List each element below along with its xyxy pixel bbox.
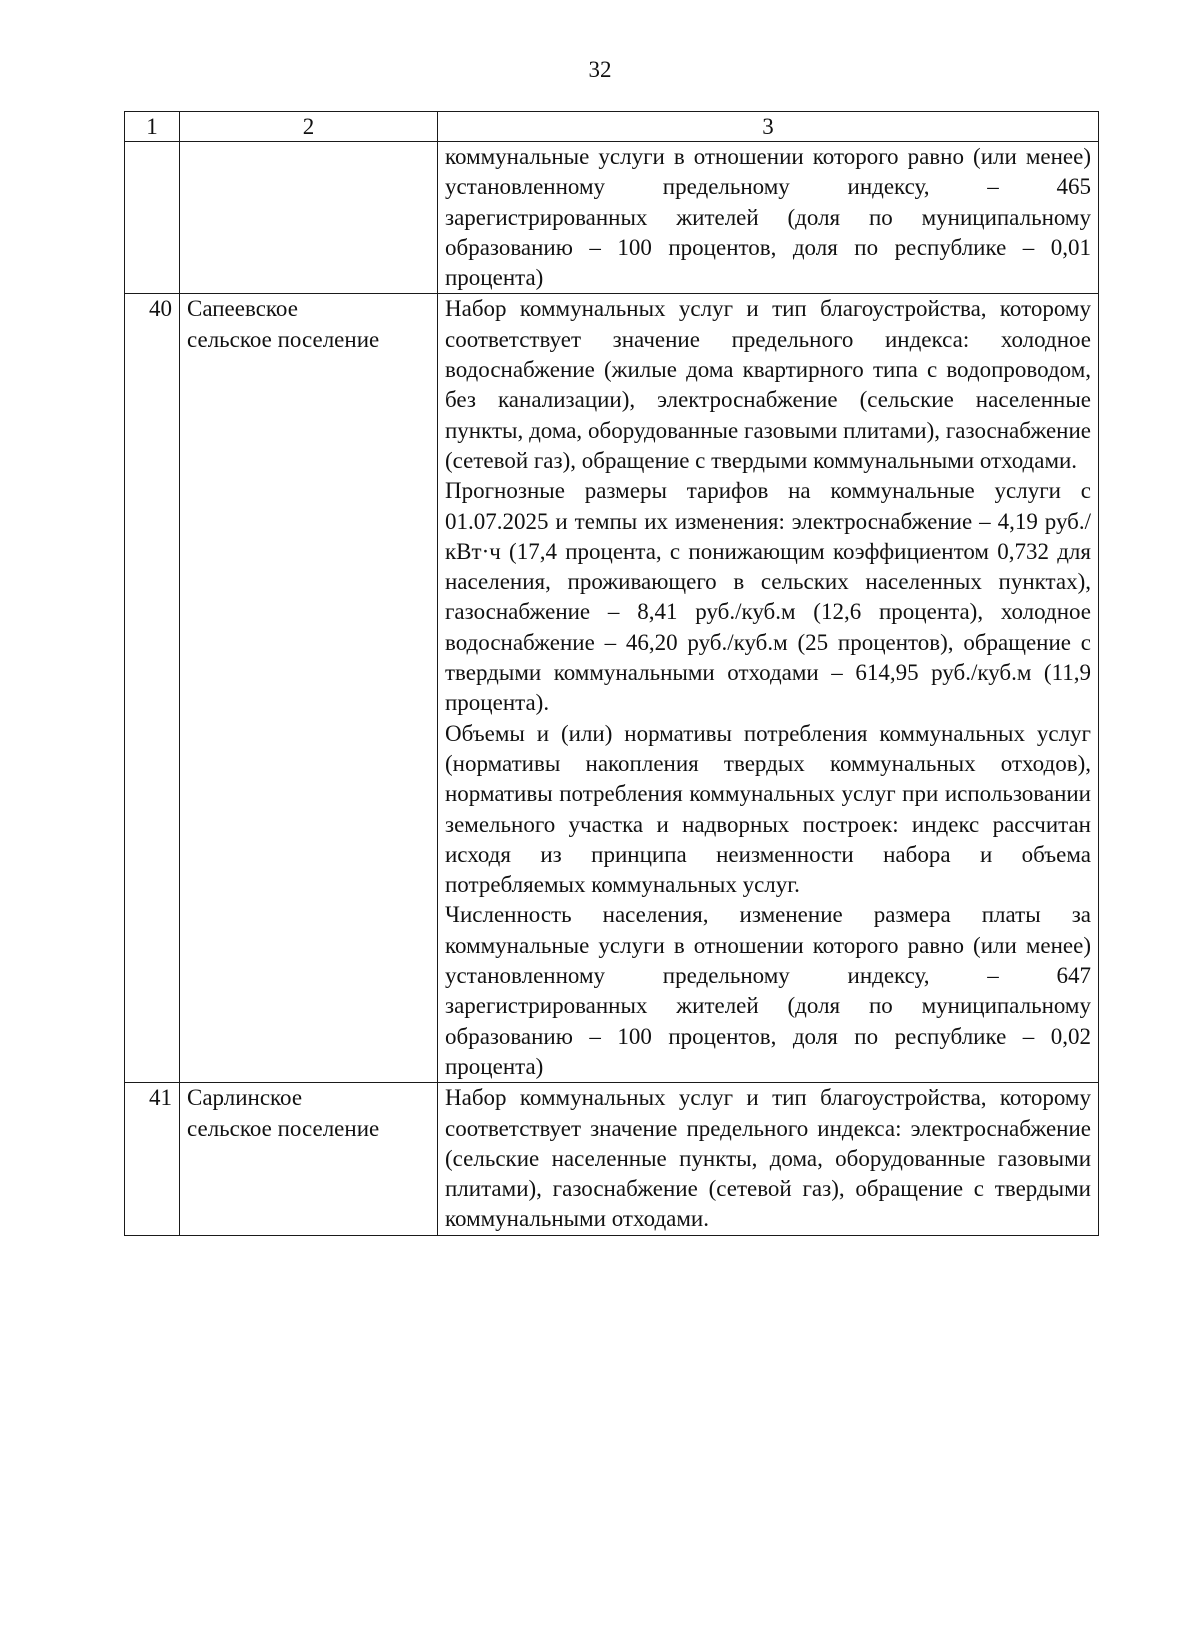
description-cell: [438, 294, 1099, 1083]
settlement-name-cell: [180, 142, 438, 294]
column-header-3: 3: [438, 112, 1099, 142]
column-header-1: 1: [125, 112, 180, 142]
table-row-40: [125, 294, 1099, 1083]
description-cell: [438, 142, 1099, 294]
row-number-cell: 41: [125, 1083, 180, 1235]
row-number-cell: [125, 142, 180, 294]
settlement-name: Сарлинское: [187, 1085, 303, 1111]
settlement-name-cell: [180, 294, 438, 1083]
tariff-table: [124, 111, 1099, 1236]
description-paragraph: Объемы и (или) нормативы потребления коммунальных услуг (нормативы накопления твердых коммунальных отходов), нормативы потребления коммунальных услуг при использовании земельного участка и надворных построек: индекс рассчитан исходя из принципа неизменности набора и объема потребляемых коммунальных услуг.: [445, 720, 1091, 898]
table-row-41: [125, 1083, 1099, 1235]
page-number: 32: [588, 57, 612, 82]
column-header-2: 2: [180, 112, 438, 142]
row-number-cell: 40: [125, 294, 180, 1083]
description-paragraph: коммунальные услуги в отношении которого равно (или менее) установленному предельному индексу, – 465 зарегистрированных жителей (доля по муниципальному образованию – 100 процентов, доля по республике – 0,01 процента): [445, 144, 1091, 291]
settlement-name-cell: [180, 1083, 438, 1235]
settlement-type: сельское поселение: [187, 1115, 380, 1141]
description-paragraph: Прогнозные размеры тарифов на коммунальные услуги с 01.07.2025 и темпы их изменения: электроснабжение – 4,19 руб./кВт·ч (17,4 процента, с понижающим коэффициентом 0,732 для населения, проживающего в сельских населенных пунктах), газоснабжение – 8,41 руб./куб.м (12,6 процента), холодное водоснабжение – 46,20 руб./куб.м (25 процентов), обращение с твердыми коммунальными отходами – 614,95 руб./куб.м (11,9 процента).: [445, 478, 1091, 716]
description-paragraph: Численность населения, изменение размера платы за коммунальные услуги в отношении которого равно (или менее) установленному предельному индексу, – 647 зарегистрированных жителей (доля по муниципальному образованию – 100 процентов, доля по республике – 0,02 процента): [445, 902, 1091, 1079]
settlement-type: сельское поселение: [187, 326, 380, 352]
description-paragraph: Набор коммунальных услуг и тип благоустройства, которому соответствует значение предельного индекса: электроснабжение (сельские населенные пункты, дома, оборудованные газовыми плитами), газоснабжение (сетевой газ), обращение с твердыми коммунальными отходами.: [445, 1085, 1091, 1232]
table-row-continuation: [125, 142, 1099, 294]
description-cell: [438, 1083, 1099, 1235]
description-paragraph: Набор коммунальных услуг и тип благоустройства, которому соответствует значение предельного индекса: холодное водоснабжение (жилые дома квартирного типа с водопроводом, без канализации), электроснабжение (сельские населенные пункты, дома, оборудованные газовыми плитами), газоснабжение (сетевой газ), обращение с твердыми коммунальными отходами.: [445, 296, 1091, 473]
table-header-row: [125, 112, 1099, 142]
settlement-name: Сапеевское: [187, 296, 298, 322]
